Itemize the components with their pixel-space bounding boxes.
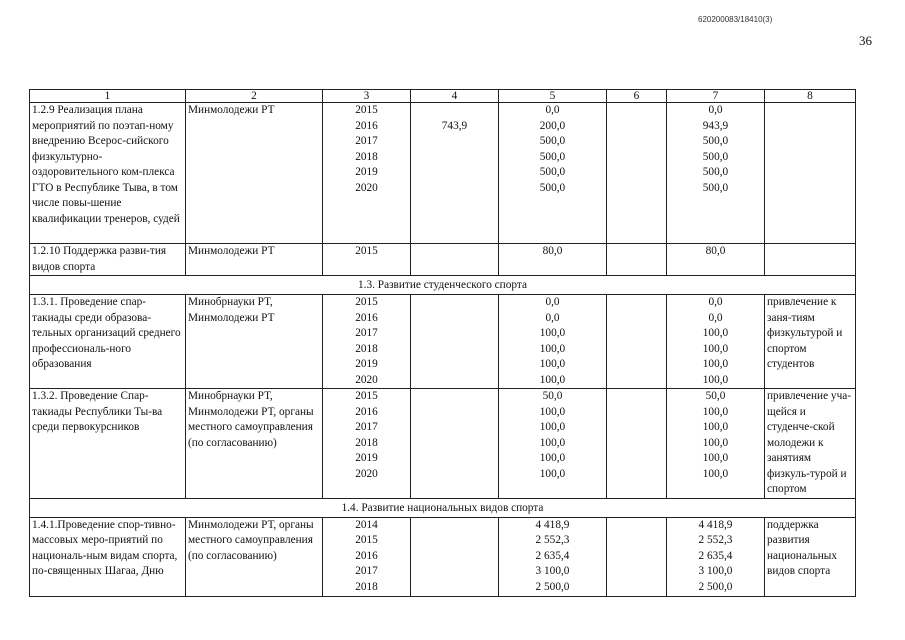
column-header: 2 [186, 90, 323, 103]
year: 2020 [355, 467, 378, 480]
other-sources-cell [607, 517, 667, 596]
year: 2016 [355, 311, 378, 324]
value: 100,0 [539, 421, 566, 433]
year: 2015 [323, 244, 411, 276]
executor: Минмолодежи РТ, органы местного самоуправления (по согласованию) [186, 517, 323, 596]
federal-budget-cell [411, 244, 499, 276]
total-cell [667, 295, 765, 389]
years-cell [323, 517, 411, 596]
value: 500,0 [539, 150, 566, 163]
years-cell [323, 389, 411, 499]
other-sources-cell [607, 389, 667, 499]
year: 2019 [355, 452, 378, 464]
other-sources-cell [607, 103, 667, 244]
value: 500,0 [702, 181, 729, 194]
measure-name: 1.3.1. Проведение спар-такиады среди образова-тельных организаций среднего профессиональ-ного образования [30, 295, 186, 389]
value: 80,0 [667, 244, 765, 276]
value: 2 552,3 [535, 534, 570, 546]
measure-name: 1.3.2. Проведение Спар-такиады Республики Ты-ва среди первокурсников [30, 389, 186, 499]
section-row [30, 276, 856, 295]
value: 2 635,4 [535, 549, 570, 562]
executor: Минмолодежи РТ [186, 103, 323, 244]
measure-name: 1.2.10 Поддержка разви-тия видов спорта [30, 244, 186, 276]
years-cell [323, 103, 411, 244]
total-cell [667, 389, 765, 499]
value: 0,0 [708, 104, 723, 116]
table-row [30, 103, 856, 244]
section-title: 1.3. Развитие студенческого спорта [30, 276, 856, 295]
value: 500,0 [539, 166, 566, 178]
table-row [30, 389, 856, 499]
value: 3 100,0 [698, 565, 733, 577]
year: 2018 [355, 580, 378, 593]
value: 943,9 [702, 119, 729, 132]
value: 100,0 [539, 405, 566, 418]
years-cell [323, 295, 411, 389]
year: 2016 [355, 549, 378, 562]
republic-budget-cell [499, 517, 607, 596]
value: 0,0 [545, 311, 560, 324]
column-header: 4 [411, 90, 499, 103]
total-cell [667, 103, 765, 244]
value: 100,0 [539, 467, 566, 480]
value: 100,0 [539, 327, 566, 339]
year: 2017 [355, 135, 378, 147]
federal-budget-cell [411, 295, 499, 389]
republic-budget-cell [499, 295, 607, 389]
document-code: 620200083/18410(3) [698, 15, 773, 24]
value: 4 418,9 [698, 518, 733, 531]
value: 100,0 [539, 373, 566, 386]
expected-result: привлечение к заня-тиям физкультурой и спортом студентов [765, 295, 856, 389]
value: 100,0 [539, 452, 566, 464]
republic-budget-cell [499, 103, 607, 244]
column-header: 7 [667, 90, 765, 103]
value: 200,0 [539, 119, 566, 132]
page-number: 36 [859, 33, 872, 48]
value: 500,0 [702, 135, 729, 147]
value: 4 418,9 [535, 518, 570, 531]
executor: Минобрнауки РТ, Минмолодежи РТ [186, 295, 323, 389]
expected-result [765, 244, 856, 276]
year: 2015 [355, 104, 378, 116]
year: 2015 [355, 534, 378, 546]
section-title: 1.4. Развитие национальных видов спорта [30, 498, 856, 517]
year: 2017 [355, 327, 378, 339]
value: 0,0 [545, 104, 560, 116]
value: 100,0 [702, 436, 729, 449]
year: 2016 [355, 405, 378, 418]
executor: Минмолодежи РТ [186, 244, 323, 276]
value [413, 103, 496, 119]
value: 100,0 [702, 373, 729, 386]
value: 743,9 [441, 119, 468, 132]
value: 0,0 [708, 311, 723, 324]
column-header: 5 [499, 90, 607, 103]
table-row [30, 295, 856, 389]
republic-budget-cell [499, 389, 607, 499]
value: 3 100,0 [535, 565, 570, 577]
year: 2018 [355, 436, 378, 449]
year: 2020 [355, 373, 378, 386]
measure-name: 1.4.1.Проведение спор-тивно-массовых меро-приятий по националь-ным видам спорта, по-священных Шагаа, Дню [30, 517, 186, 596]
federal-budget-cell [411, 517, 499, 596]
year: 2017 [355, 421, 378, 433]
expected-result: поддержка развития национальных видов спорта [765, 517, 856, 596]
other-sources-cell [607, 295, 667, 389]
year: 2016 [355, 119, 378, 132]
value: 0,0 [708, 296, 723, 308]
value: 100,0 [702, 342, 729, 355]
program-table [29, 89, 856, 597]
total-cell [667, 517, 765, 596]
column-header: 3 [323, 90, 411, 103]
column-number-row [30, 90, 856, 103]
value: 100,0 [539, 358, 566, 370]
year: 2017 [355, 565, 378, 577]
year: 2018 [355, 342, 378, 355]
value: 100,0 [702, 405, 729, 418]
value: 100,0 [702, 452, 729, 464]
column-header: 8 [765, 90, 856, 103]
value: 100,0 [702, 467, 729, 480]
year: 2018 [355, 150, 378, 163]
value: 500,0 [702, 150, 729, 163]
expected-result: привлечение уча-щейся и студенче-ской молодежи к занятиям физкуль-турой и спортом [765, 389, 856, 499]
value: 100,0 [702, 327, 729, 339]
measure-name: 1.2.9 Реализация плана мероприятий по поэтап-ному внедрению Всерос-сийского физкультурно-оздоровительного ком-плекса ГТО в Республике Тыва, в том числе повы-шение квалификации тренеров, судей [30, 103, 186, 244]
table-row [30, 517, 856, 596]
value: 500,0 [539, 135, 566, 147]
column-header: 6 [607, 90, 667, 103]
year: 2015 [355, 296, 378, 308]
federal-budget-cell [411, 389, 499, 499]
value: 100,0 [702, 421, 729, 433]
value: 50,0 [705, 390, 726, 402]
value: 0,0 [545, 296, 560, 308]
other-sources-cell [607, 244, 667, 276]
value: 2 500,0 [535, 580, 570, 593]
section-row [30, 498, 856, 517]
value: 2 552,3 [698, 534, 733, 546]
year: 2014 [355, 518, 378, 531]
value: 500,0 [539, 181, 566, 194]
year: 2015 [355, 390, 378, 402]
value: 80,0 [499, 244, 607, 276]
value: 2 635,4 [698, 549, 733, 562]
year: 2020 [355, 181, 378, 194]
value: 100,0 [702, 358, 729, 370]
value: 500,0 [702, 166, 729, 178]
value: 50,0 [542, 390, 563, 402]
year: 2019 [355, 358, 378, 370]
value: 100,0 [539, 436, 566, 449]
column-header: 1 [30, 90, 186, 103]
federal-budget-cell [411, 103, 499, 244]
value: 2 500,0 [698, 580, 733, 593]
table-row [30, 244, 856, 276]
executor: Минобрнауки РТ, Минмолодежи РТ, органы местного самоуправления (по согласованию) [186, 389, 323, 499]
year: 2019 [355, 166, 378, 178]
value: 100,0 [539, 342, 566, 355]
expected-result [765, 103, 856, 244]
